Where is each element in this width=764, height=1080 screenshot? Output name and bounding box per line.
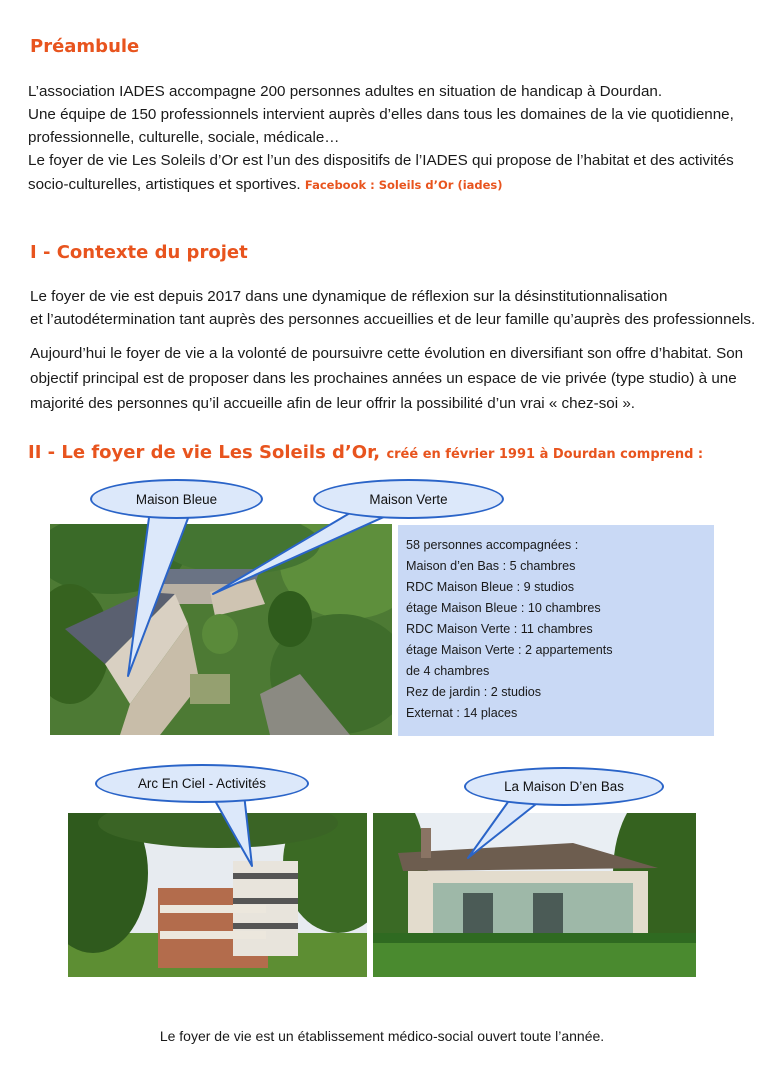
- maison-bleue-tail: [128, 510, 190, 676]
- info-line: RDC Maison Verte : 11 chambres: [406, 622, 593, 636]
- facebook-link[interactable]: Facebook : Soleils d’Or (iades): [304, 178, 503, 192]
- maison-verte-bubble: [313, 479, 504, 519]
- maison-verte-label: Maison Verte: [369, 491, 448, 507]
- maison-bleue-label: Maison Bleue: [135, 491, 218, 507]
- arc-en-ciel-bubble: [95, 764, 309, 803]
- maison-verte-tail: [213, 510, 397, 594]
- maison-den-bas-label: La Maison D’en Bas: [504, 779, 624, 794]
- preambule-line-5-text: socio-culturelles, artistiques et sportives.: [28, 176, 301, 193]
- preambule-line-1: L’association IADES accompagne 200 personnes adultes en situation de handicap à Dourdan.: [28, 83, 663, 100]
- info-line: étage Maison Bleue : 10 chambres: [406, 601, 601, 615]
- contexte-para1-line-1: Le foyer de vie est depuis 2017 dans une dynamique de réflexion sur la désinstitutionnalisation: [30, 288, 668, 305]
- info-line: Maison d’en Bas : 5 chambres: [406, 559, 576, 573]
- preambule-line-3: professionnelle, culturelle, sociale, médicale…: [28, 129, 340, 146]
- info-line: de 4 chambres: [406, 664, 490, 678]
- preambule-line-4: Le foyer de vie Les Soleils d’Or est l’un des dispositifs de l’IADES qui propose de l’habitat et des activités: [28, 152, 734, 169]
- foyer-title-main: II - Le foyer de vie Les Soleils d’Or,: [28, 442, 381, 463]
- foyer-title-sub: créé en février 1991 à Dourdan comprend :: [386, 447, 704, 462]
- preambule-line-2: Une équipe de 150 professionnels intervient auprès d’elles dans tous les domaines de la vie quotidienne,: [28, 106, 734, 123]
- contexte-para1-line-2: et l’autodétermination tant auprès des personnes accueillies et de leur famille qu’auprès des professionnels.: [30, 311, 756, 328]
- preambule-title: Préambule: [30, 36, 140, 57]
- contexte-para2-line-3: majorité des personnes qu’il accueille afin de leur offrir la possibilité d’un vrai « chez-soi ».: [30, 395, 636, 412]
- footer-note: Le foyer de vie est un établissement médico-social ouvert toute l’année.: [159, 1028, 605, 1044]
- info-line: RDC Maison Bleue : 9 studios: [406, 580, 574, 594]
- contexte-para2-line-2: objectif principal est de proposer dans les prochaines années un espace de vie privée (type studio) à une: [30, 370, 737, 387]
- info-line: étage Maison Verte : 2 appartements: [406, 643, 613, 657]
- info-line: Rez de jardin : 2 studios: [406, 685, 542, 699]
- contexte-para2-line-1: Aujourd’hui le foyer de vie a la volonté de poursuivre cette évolution en diversifiant son offre d’habitat. Son: [30, 345, 744, 362]
- maison-bleue-bubble: [90, 479, 263, 519]
- contexte-title: I - Contexte du projet: [30, 242, 248, 263]
- arc-en-ciel-label: Arc En Ciel - Activités: [138, 776, 266, 791]
- maison-den-bas-bubble: [464, 767, 664, 806]
- info-line: Externat : 14 places: [406, 706, 518, 720]
- info-line: 58 personnes accompagnées :: [406, 538, 579, 552]
